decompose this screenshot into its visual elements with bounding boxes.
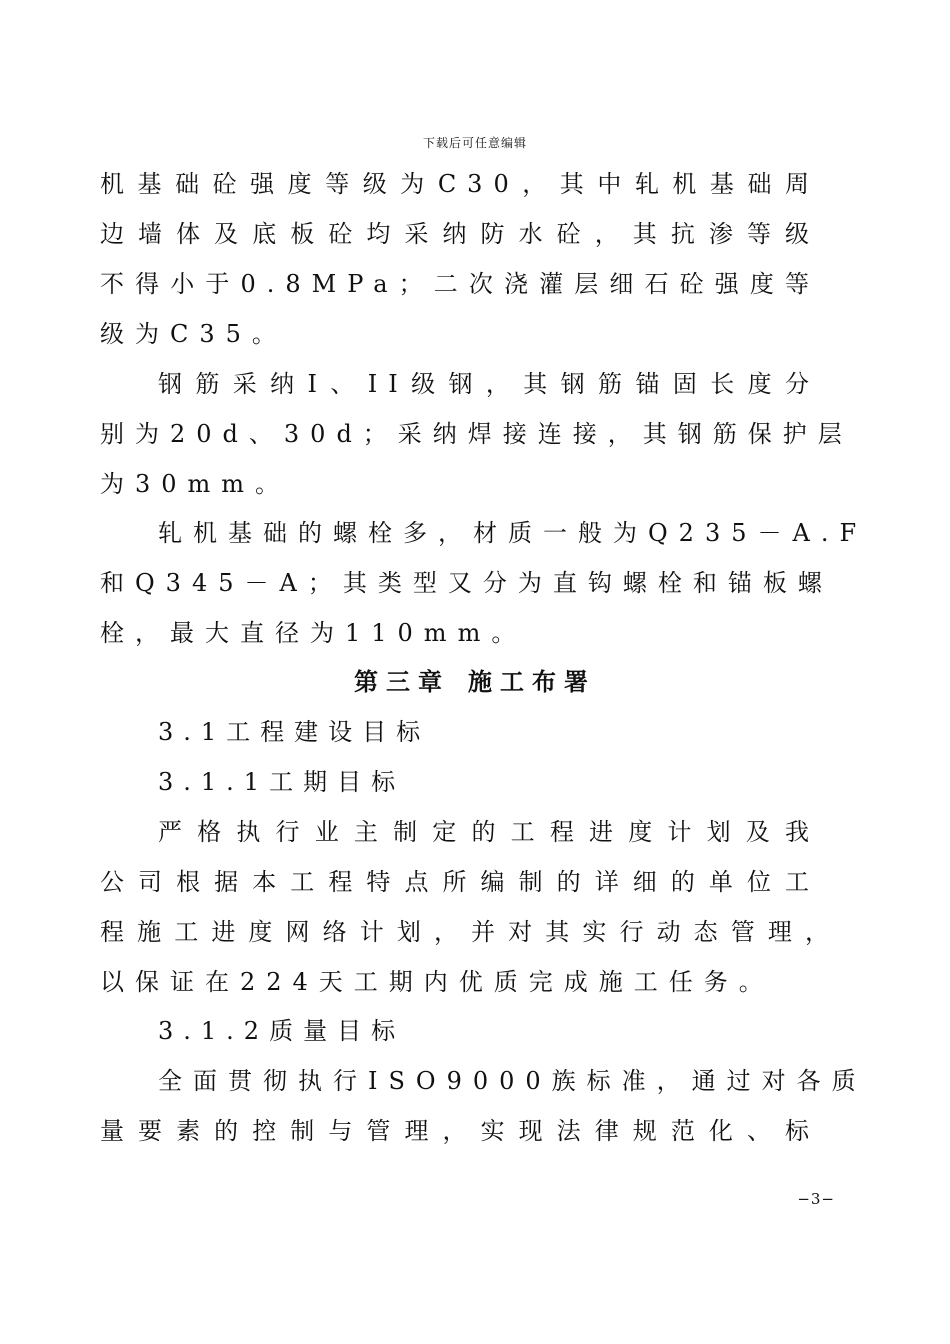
page-number: −3− [797,1190,835,1208]
body-line-16: 量要素的控制与管理，实现法律规范化、标 [100,1117,820,1145]
body-line-11: 严格执行业主制定的工程进度计划及我 [158,818,820,846]
body-line-7: 为30mm。 [100,470,291,498]
body-line-8: 轧机基础的螺栓多，材质一般为Q235－A.F [158,519,868,547]
body-line-12: 公司根据本工程特点所编制的详细的单位工 [100,868,820,896]
body-line-9: 和Q345－A；其类型又分为直钩螺栓和锚板螺 [100,569,833,597]
body-line-5: 钢筋采纳I、II级钢，其钢筋锚固长度分 [158,370,820,398]
body-line-4: 级为C35。 [100,320,287,348]
section-3-1-1-heading: 3.1.1工期目标 [158,768,406,796]
chapter-title: 施工布署 [468,668,596,696]
section-3-1-heading: 3.1工程建设目标 [158,718,431,746]
body-line-1: 机基础砼强度等级为C30，其中轧机基础周 [100,170,820,198]
body-line-15: 全面贯彻执行ISO9000族标准，通过对各质 [158,1067,867,1095]
body-line-13: 程施工进度网络计划，并对其实行动态管理， [100,918,840,946]
body-line-10: 栓，最大直径为110mm。 [100,619,527,647]
body-line-6: 别为20d、30d；采纳焊接连接，其钢筋保护层 [100,420,853,448]
page-header: 下载后可任意编辑 [422,136,527,150]
body-line-14: 以保证在224天工期内优质完成施工任务。 [100,968,774,996]
chapter-number: 第三章 [354,668,450,696]
body-line-3: 不得小于0.8MPa；二次浇灌层细石砼强度等 [100,270,820,298]
section-3-1-2-heading: 3.1.2质量目标 [158,1017,406,1045]
chapter-heading [0,666,950,698]
body-line-2: 边墙体及底板砼均采纳防水砼，其抗渗等级 [100,220,820,248]
